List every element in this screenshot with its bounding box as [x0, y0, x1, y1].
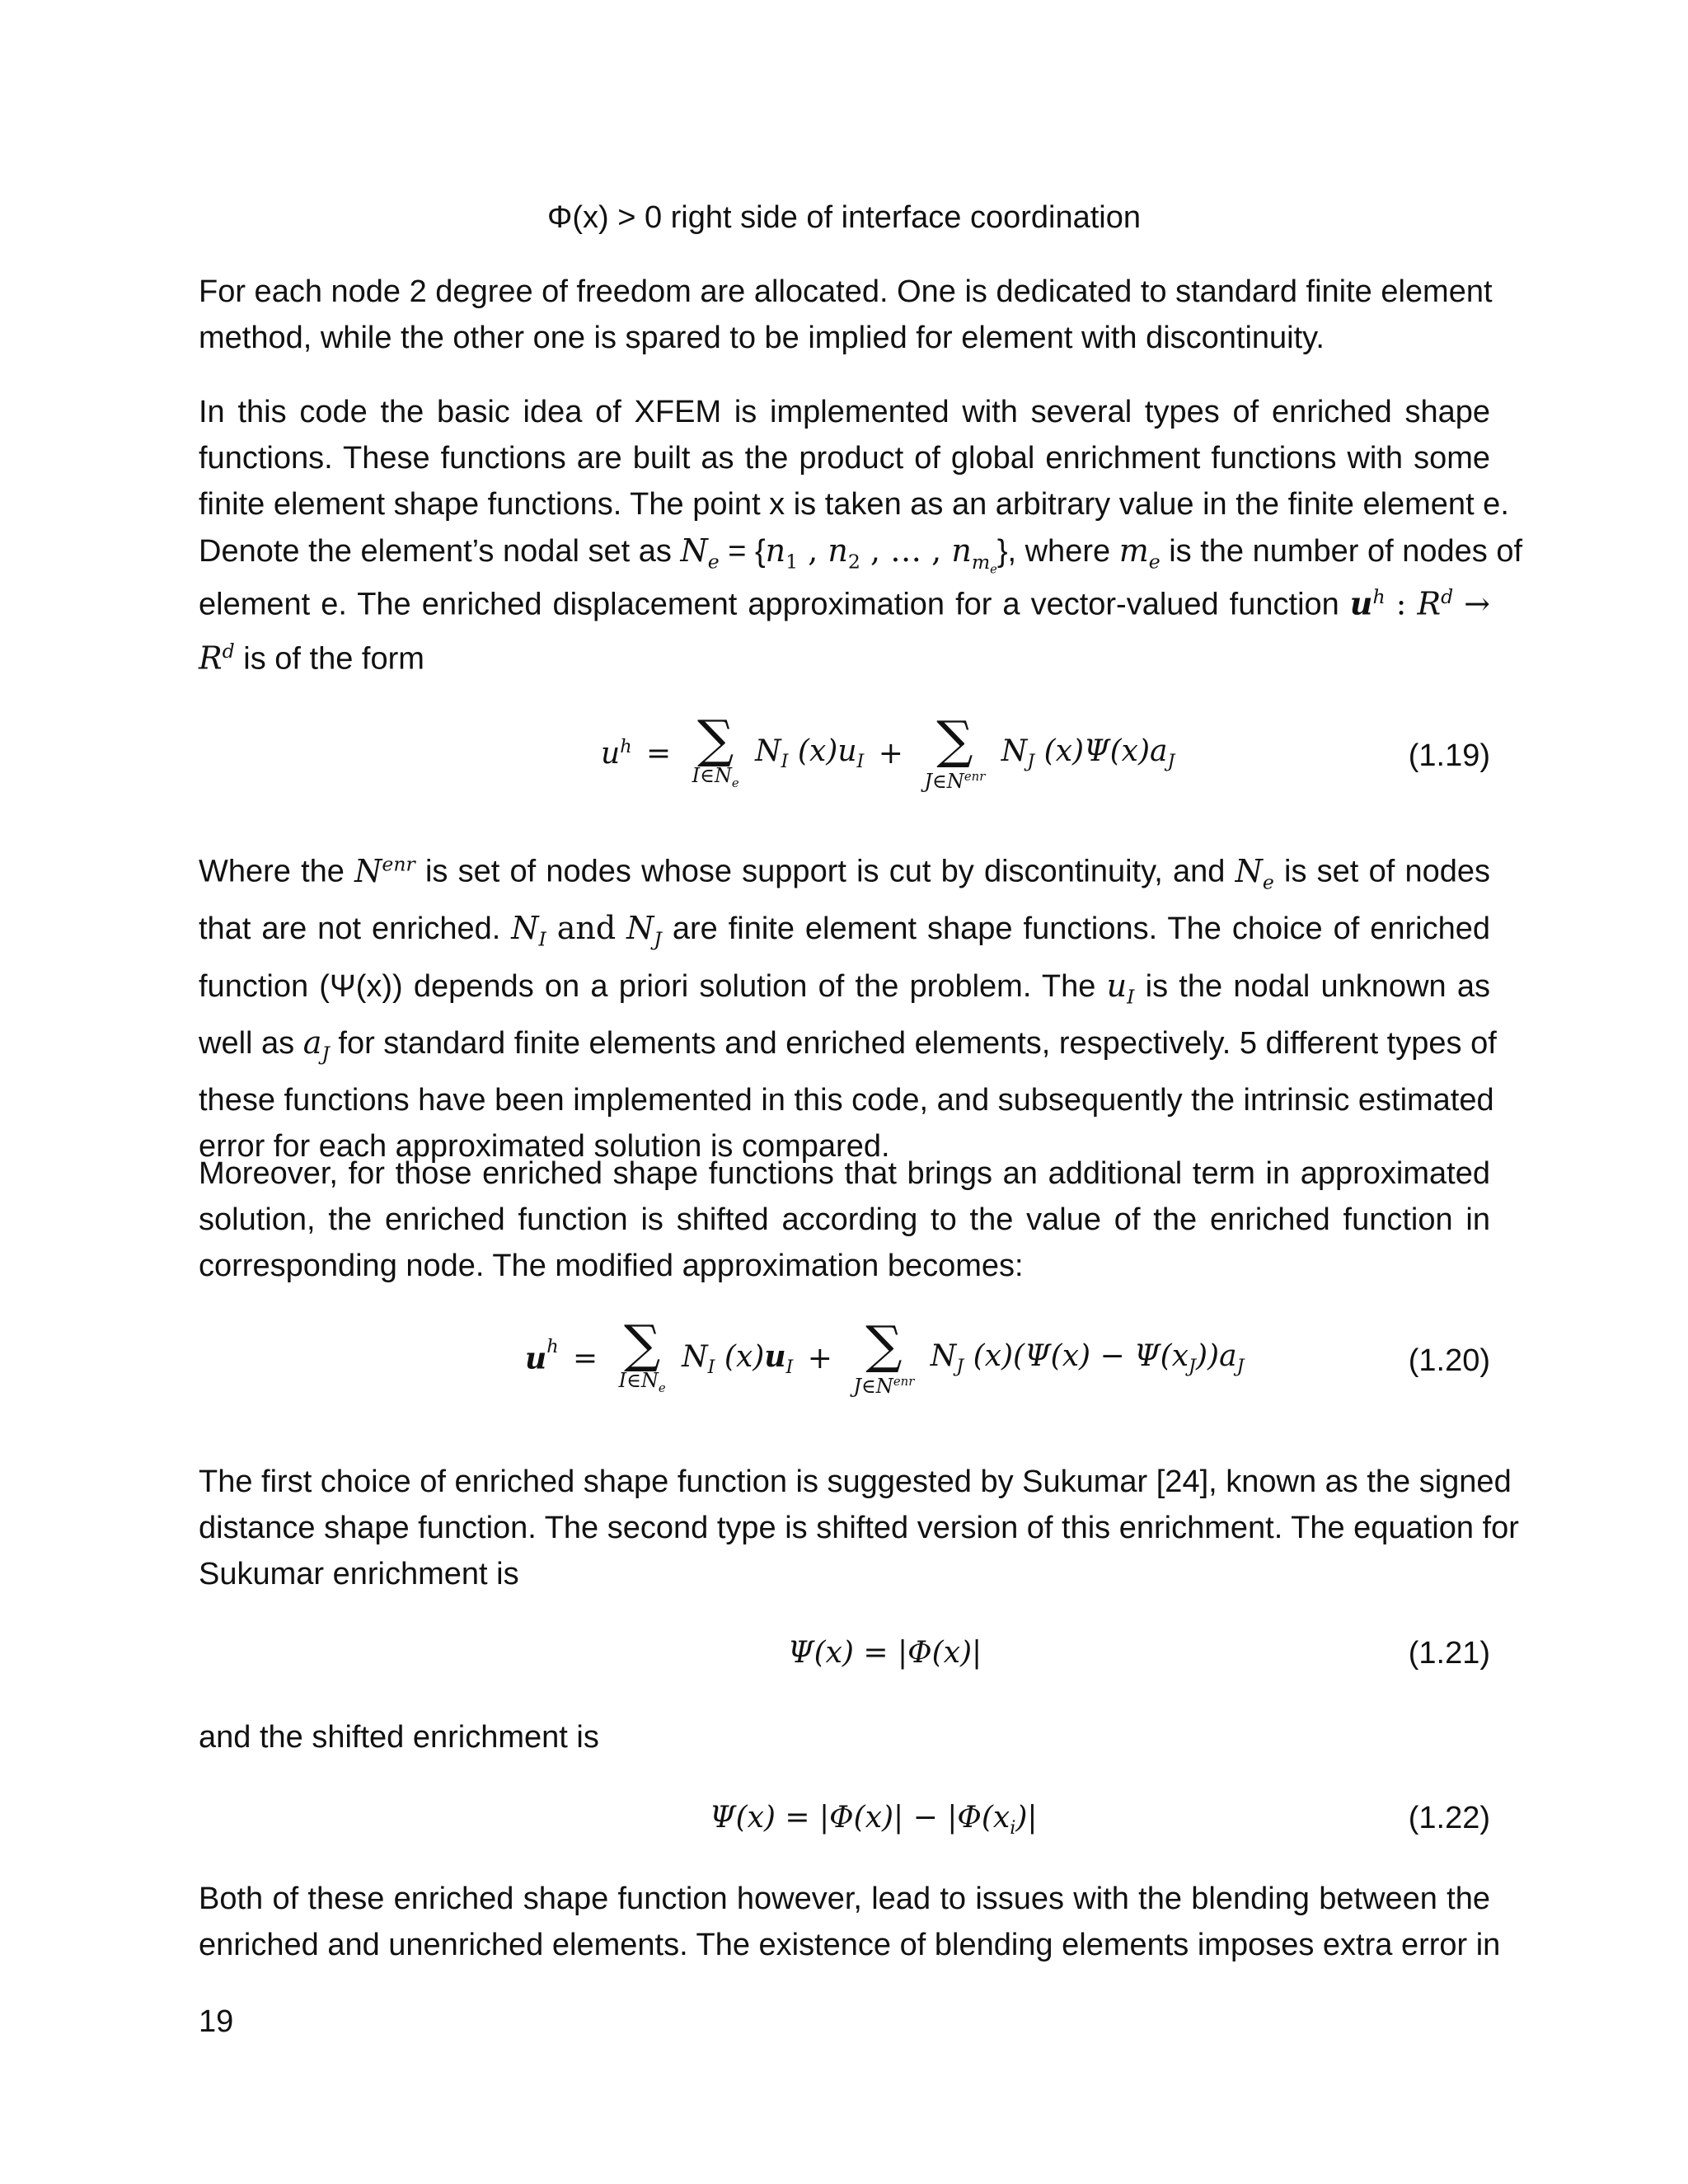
equation-number: (1.21)	[1408, 1636, 1490, 1671]
text-line: function (Ψ(x)) depends on a priori solution of the problem. The $u_I$ is the nodal unknown as	[199, 967, 1490, 1009]
equation-body: Ψ(x) = |Φ(x)|	[788, 1636, 982, 1670]
equation-1-22	[199, 1795, 1490, 1841]
text-line: solution, the enriched function is shifted according to the value of the enriched function in	[199, 1202, 1490, 1237]
equation-number: (1.19)	[1408, 738, 1490, 773]
text-line: that are not enriched. $N_I$ and $N_J$ are finite element shape functions. The choice of enriched	[199, 910, 1491, 951]
sum-symbol: ∑ $I\in N_e$	[692, 709, 739, 790]
equation-1-20	[199, 1314, 1490, 1418]
sum-symbol: ∑ $I\in N_e$	[618, 1314, 666, 1395]
text-line: The first choice of enriched shape function is suggested by Sukumar [24], known as the signed	[199, 1465, 1512, 1499]
text-line-displacement: element e. The enriched displacement approximation for a vector-valued function $u^h$ : $R^d$ →	[199, 584, 1491, 622]
page-number: 19	[199, 2004, 234, 2039]
paragraph-shifted	[199, 1151, 1490, 1289]
sum-symbol: ∑ $J\in N^{enr}$	[924, 710, 986, 794]
equation-body: $u^h$ = ∑ $I\in N_e$ $N_I$ $(x)u_I$ + ∑ $J\in N^{enr}$ $N_J$ $(x)\Psi(x)a_J$	[601, 709, 1175, 794]
equation-1-21	[199, 1630, 1490, 1676]
paragraph-blending	[199, 1876, 1501, 1968]
sum-symbol: ∑ $J\in N^{enr}$	[853, 1315, 915, 1399]
equation-number: (1.22)	[1408, 1801, 1490, 1835]
interface-coordination-line: Φ(x) > 0 right side of interface coordination	[547, 200, 1141, 235]
equation-body: $u^h$ = ∑ $I\in N_e$ $N_I$ $(x)u_I$ + ∑ $J\in N^{enr}$ $N_J$ $(x)(\Psi(x) - \Psi(x_J))a_J$	[525, 1314, 1245, 1399]
text-line: Where the $N^{enr}$ is set of nodes whose support is cut by discontinuity, and $N_e$ is set of nodes	[199, 852, 1490, 894]
text-line: well as $a_J$ for standard finite elements and enriched elements, respectively. 5 different types of	[199, 1024, 1497, 1066]
paragraph-dof	[199, 269, 1493, 361]
text-line: Both of these enriched shape function however, lead to issues with the blending between the	[199, 1882, 1490, 1916]
equation-body: $\Psi(x) = |\Phi(x)| - |\Phi(x_i)|$	[710, 1801, 1038, 1840]
paragraph-xfem-intro	[199, 389, 1523, 682]
text-line: method, while the other one is spared to be implied for element with discontinuity.	[199, 321, 1325, 355]
paragraph-enriched-nodes	[199, 841, 1497, 1169]
text-line: Sukumar enrichment is	[199, 1557, 519, 1591]
paragraph-sukumar	[199, 1459, 1519, 1597]
text-line: corresponding node. The modified approximation becomes:	[199, 1249, 1024, 1283]
text-line: $R^d$ is of the form	[199, 639, 424, 677]
text-line: Moreover, for those enriched shape functions that brings an additional term in approximated	[199, 1156, 1490, 1191]
text-line: these functions have been implemented in this code, and subsequently the intrinsic estimated	[199, 1083, 1494, 1118]
text-line-nodal-set: Denote the element’s nodal set as $N_e = \{n_1$ , $n_2$ , … , $n_{m_e}$}, where $m_e$ is the number of nodes of	[199, 532, 1523, 577]
text-line: and the shifted enrichment is	[199, 1720, 599, 1755]
text-line: For each node 2 degree of freedom are allocated. One is dedicated to standard finite element	[199, 274, 1493, 309]
text-line: functions. These functions are built as the product of global enrichment functions with some	[199, 441, 1490, 476]
equation-1-19	[199, 709, 1490, 813]
text-line: In this code the basic idea of XFEM is implemented with several types of enriched shape	[199, 395, 1490, 429]
text-line: enriched and unenriched elements. The existence of blending elements imposes extra error in	[199, 1928, 1501, 1962]
text-line: finite element shape functions. The point x is taken as an arbitrary value in the finite element e.	[199, 487, 1509, 522]
equation-number: (1.20)	[1408, 1343, 1490, 1378]
paragraph-shifted-enrichment	[199, 1714, 1490, 1760]
text-line: error for each approximated solution is compared.	[199, 1129, 890, 1165]
text-line: distance shape function. The second type is shifted version of this enrichment. The equation for	[199, 1511, 1519, 1545]
